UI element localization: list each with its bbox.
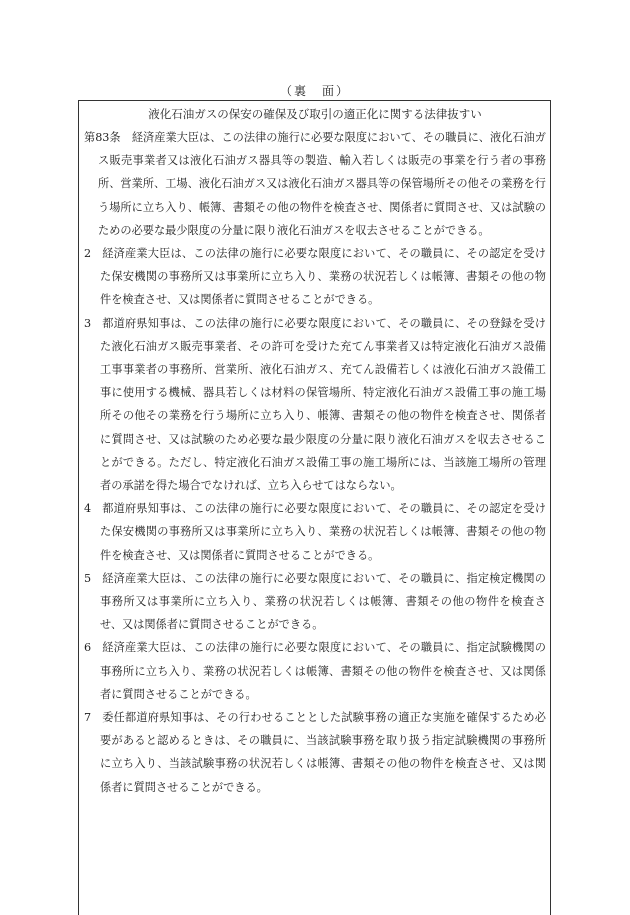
paragraph-number: 4 xyxy=(84,502,92,516)
paragraph-1 xyxy=(84,126,546,242)
paragraph-6 xyxy=(84,636,546,706)
paragraph-5 xyxy=(84,567,546,637)
paragraph-number: 3 xyxy=(84,316,92,330)
paragraph-text: 経済産業大臣は、この法律の施行に必要な限度において、その職員に、その認定を受けた保安機関の事務所又は事業所に立ち入り、業務の状況若しくは帳簿、書類その他の物件を検査させ、又は関係者に質問させることができる。 xyxy=(100,247,546,307)
paragraph-text: 都道府県知事は、この法律の施行に必要な限度において、その職員に、その認定を受けた保安機関の事務所又は事業所に立ち入り、業務の状況若しくは帳簿、書類その他の物件を検査させ、又は関係者に質問させることができる。 xyxy=(100,502,546,562)
paragraph-number: 6 xyxy=(84,641,92,655)
paragraph-text: 経済産業大臣は、この法律の施行に必要な限度において、その職員に、指定検定機関の事務所又は事業所に立ち入り、業務の状況若しくは帳簿、書類その他の物件を検査させ、又は関係者に質問させることができる。 xyxy=(100,571,546,632)
document-title: 液化石油ガスの保安の確保及び取引の適正化に関する法律抜すい xyxy=(148,107,482,121)
paragraph-3 xyxy=(84,312,546,498)
paragraph-number: 5 xyxy=(84,571,92,585)
paragraph-text: 経済産業大臣は、この法律の施行に必要な限度において、その職員に、指定試験機関の事務所に立ち入り、業務の状況若しくは帳簿、書類その他の物件を検査させ、又は関係者に質問させることができる。 xyxy=(100,641,546,701)
paragraph-7 xyxy=(84,706,546,799)
paragraph-number: 7 xyxy=(84,711,92,725)
page-heading: （裏 面） xyxy=(279,84,350,98)
article-body xyxy=(84,126,546,799)
paragraph-text: 経済産業大臣は、この法律の施行に必要な限度において、その職員に、液化石油ガス販売事業者又は液化石油ガス器具等の製造、輸入若しくは販売の事業を行う者の事務所、営業所、工場、液化石油ガス又は液化石油ガス器具等の保管場所その他その業務を行う場所に立ち入り、帳簿、書類その他の物件を検査させ、関係者に質問させ、又は試験のための必要な最少限度の分量に限り液化石油ガスを収去させることができる。 xyxy=(98,131,546,237)
paragraph-4 xyxy=(84,497,546,567)
paragraph-2 xyxy=(84,242,546,312)
article-label: 第83条 xyxy=(84,131,121,144)
paragraph-text: 委任都道府県知事は、その行わせることとした試験事務の適正な実施を確保するため必要があると認めるときは、その職員に、当該試験事務を取り扱う指定試験機関の事務所に立ち入り、当該試験事務の状況若しくは帳簿、書類その他の物件を検査させ、又は関係者に質問させることができる。 xyxy=(100,711,546,794)
paragraph-text: 都道府県知事は、この法律の施行に必要な限度において、その職員に、その登録を受けた液化石油ガス販売事業者、その許可を受けた充てん事業者又は特定液化石油ガス設備工事事業者の事務所、営業所、液化石油ガス、充てん設備若しくは液化石油ガス設備工事に使用する機械、器具若しくは材料の保管場所、特定液化石油ガス設備工事の施工場所その他その業務を行う場所に立ち入り、帳簿、書類その他の物件を検査させ、関係者に質問させ、又は試験のため必要な最少限度の分量に限り液化石油ガスを収去させることができる。ただし、特定液化石油ガス設備工事の施工場所には、当該施工場所の管理者の承諾を得た場合でなければ、立ち入らせてはならない。 xyxy=(100,316,546,493)
paragraph-number: 2 xyxy=(84,247,92,261)
